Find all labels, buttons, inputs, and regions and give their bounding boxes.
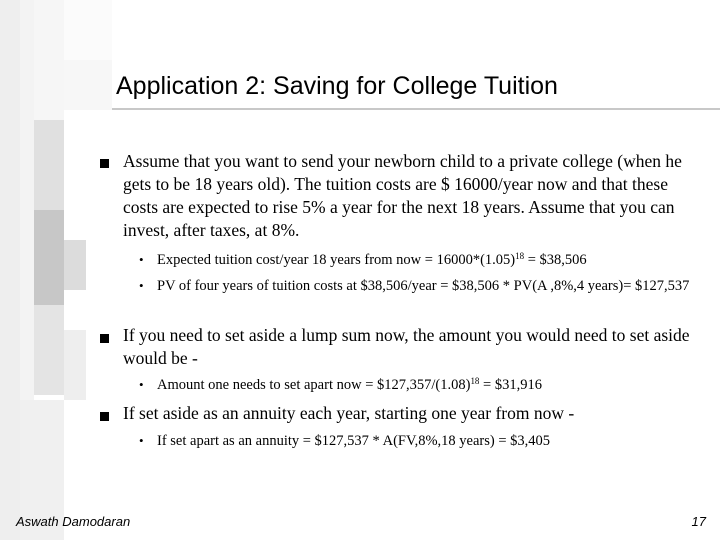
exponent: 18 [515,251,525,262]
sub-bullet-text-part: = $38,506 [524,252,587,268]
decor-block [64,240,86,290]
sub-bullet-text [157,375,697,395]
decor-block [64,60,112,110]
decor-block [34,210,64,305]
dot-bullet-icon: • [139,278,144,293]
square-bullet-icon [100,334,109,343]
sub-bullet-text: PV of four years of tuition costs at $38,506/year = $38,506 * PV(A ,8%,4 years)= $127,537 [157,278,690,294]
decor-block [34,120,64,210]
slide-title: Application 2: Saving for College Tuition [116,72,558,100]
dot-bullet-icon: • [139,377,144,392]
decor-block-top [0,0,20,540]
sub-bullet-text: If set apart as an annuity = $127,537 * A(FV,8%,18 years) = $3,405 [157,433,551,449]
bullet-text: If you need to set aside a lump sum now, the amount you would need to set aside would be - [123,325,690,368]
title-divider [112,108,720,110]
square-bullet-icon [100,159,109,168]
sub-bullet-text [157,250,697,270]
exponent: 18 [470,376,480,387]
page-number: 17 [691,514,706,529]
sub-bullet-text-part: Amount one needs to set apart now = $127,357/(1.08) [157,377,471,393]
footer-author: Aswath Damodaran [16,514,131,529]
dot-bullet-icon: • [139,252,144,267]
decor-block [64,330,86,400]
bullet-text: If set aside as an annuity each year, starting one year from now - [123,403,575,423]
sub-bullet-text-part: = $31,916 [479,377,542,393]
sub-bullet-text-part: Expected tuition cost/year 18 years from now = 16000*(1.05) [157,252,516,268]
dot-bullet-icon: • [139,433,144,448]
bullet-text: Assume that you want to send your newborn child to a private college (when he gets to be 18 years old). The tuition costs are $ 16000/year now and that these costs are expected to rise 5% a year for the next 18 years. Assume that you can invest, after taxes, at 8%. [123,151,682,240]
decor-block [34,305,64,395]
square-bullet-icon [100,412,109,421]
